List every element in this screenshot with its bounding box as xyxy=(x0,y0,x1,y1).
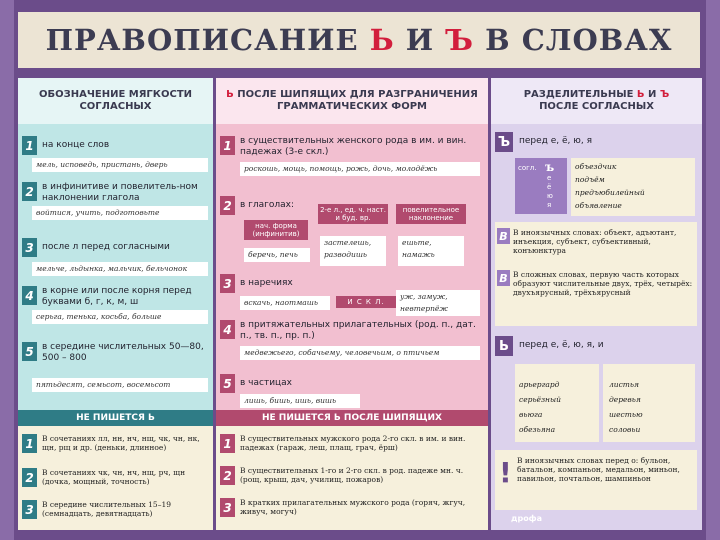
not-rule: В середине числительных 15–19 (семнадцать, девятнадцать) xyxy=(42,500,171,518)
verb-example: ешьте, намажь xyxy=(398,236,464,266)
column-soft-consonants xyxy=(18,78,213,530)
rule-num: 1 xyxy=(220,136,235,155)
hard-sign-diagram xyxy=(515,158,567,214)
left-stripe xyxy=(0,0,14,540)
verb-tag: 2-е л., ед. ч. наст. и буд. вр. xyxy=(318,204,388,224)
col3-header-soft: Ь xyxy=(636,89,645,100)
rule-example: пятьдесят, семьсот, восемьсот xyxy=(32,378,208,392)
rule-num: 5 xyxy=(220,374,235,393)
rule-num: 2 xyxy=(22,182,37,201)
col2-not-header: НЕ ПИШЕТСЯ Ь ПОСЛЕ ШИПЯЩИХ xyxy=(216,410,488,426)
verb-example: застелешь, разводишь xyxy=(320,236,386,266)
col3-header-text: РАЗДЕЛИТЕЛЬНЫЕ xyxy=(523,89,634,100)
soft-example: листья xyxy=(609,380,639,389)
rule-text: в притяжательных прилагательных (род. п., дат. п., тв. п., пр. п.) xyxy=(240,320,476,341)
rule-num: 1 xyxy=(22,136,37,155)
rule-text: в глаголах: xyxy=(240,200,295,210)
diagram-vowel: ё xyxy=(547,183,552,191)
rule-text: на конце слов xyxy=(42,140,110,150)
rule-num: 3 xyxy=(220,274,235,293)
not-rule: В сочетаниях чк, чн, нч, нщ, рч, щн (дочка, мощный, точность) xyxy=(42,468,186,486)
rule-text: в существительных женского рода в им. и вин. падежах (3-е скл.) xyxy=(240,136,467,157)
hard-note: В сложных словах, первую часть которых образуют числительные двух, трёх, четырёх: двухъярусный, трёхъярусный xyxy=(513,270,693,297)
soft-example: арьергард xyxy=(519,380,560,389)
soft-sign-rule: перед е, ё, ю, я, и xyxy=(519,340,604,350)
col2-header-text: ПОСЛЕ ШИПЯЩИХ ДЛЯ РАЗГРАНИЧЕНИЯ ГРАММАТИЧЕСКИХ ФОРМ xyxy=(237,89,478,112)
rule-example: войтися, учить, подготовьте xyxy=(32,206,208,220)
not-num: 3 xyxy=(220,498,235,517)
soft-example: деревья xyxy=(609,395,641,404)
rule-example: мельче, льдынка, мальчик, бельчонок xyxy=(32,262,208,276)
title-bar xyxy=(18,12,700,68)
rule-num: 4 xyxy=(220,320,235,339)
rule-text: после л перед согласными xyxy=(42,242,170,252)
not-num: 2 xyxy=(22,468,37,487)
hard-note: В иноязычных словах: объект, адъютант, инъекция, субъект, субъективный, конъюнктура xyxy=(513,228,677,255)
not-rule: В кратких прилагательных мужского рода (горяч, жгуч, живуч, могуч) xyxy=(240,498,466,516)
title-word-1: ПРАВОПИСАНИЕ xyxy=(45,23,359,57)
hard-example: подъём xyxy=(575,175,605,184)
exception-example: уж, замуж, невтерпёж xyxy=(396,290,480,316)
col3-header xyxy=(491,78,702,124)
note-badge: В xyxy=(497,270,510,286)
diagram-vowel: ю xyxy=(547,192,553,200)
soft-example: соловьи xyxy=(609,425,641,434)
rule-example: роскошь, мощь, помощь, рожь, дочь, молодёжь xyxy=(240,162,480,176)
col2-header-soft: Ь xyxy=(226,89,234,100)
rule-example: мель, исповедь, пристань, дверь xyxy=(32,158,208,172)
rule-text: в корне или после корня перед буквами б, г, к, м, ш xyxy=(42,286,192,307)
diagram-vowel: е xyxy=(547,174,552,182)
col3-header-text-2: ПОСЛЕ СОГЛАСНЫХ xyxy=(539,101,654,112)
soft-example: шестью xyxy=(609,410,643,419)
soft-example: вьюга xyxy=(519,410,543,419)
col1-header: ОБОЗНАЧЕНИЕ МЯГКОСТИ СОГЛАСНЫХ xyxy=(18,78,213,124)
diagram-consonant-label: согл. xyxy=(518,164,537,172)
diagram-vowel: я xyxy=(547,201,552,209)
rule-example: вскачь, наотмашь xyxy=(240,296,330,310)
rule-num: 5 xyxy=(22,342,37,361)
rule-example: медвежьего, собачьему, человечьим, о птичьем xyxy=(240,346,480,360)
not-rule: В существительных 1-го и 2-го скл. в род. падеже мн. ч. (рощ, крыш, дач, училищ, пожаров) xyxy=(240,466,464,484)
not-num: 1 xyxy=(220,434,235,453)
rule-num: 3 xyxy=(22,238,37,257)
not-num: 3 xyxy=(22,500,37,519)
title-hard-sign: Ъ xyxy=(445,23,475,57)
rule-text: в середине числительных 50—80, 500 – 800 xyxy=(42,342,204,363)
publisher-logo: дрофа xyxy=(511,514,543,523)
rule-text: в частицах xyxy=(240,378,293,388)
rule-example: серьга, тенька, косьба, больше xyxy=(32,310,208,324)
exclamation-icon: ! xyxy=(499,456,512,489)
right-stripe xyxy=(706,0,720,540)
title-soft-sign: Ь xyxy=(369,23,395,57)
column-sibilants xyxy=(216,78,488,530)
soft-example: серьёзный xyxy=(519,395,561,404)
title-and: И xyxy=(405,23,435,57)
diagram-sign: ъ xyxy=(545,160,555,174)
not-num: 2 xyxy=(220,466,235,485)
hard-sign-rule: перед е, ё, ю, я xyxy=(519,136,592,146)
note-badge: В xyxy=(497,228,510,244)
verb-example: беречь, печь xyxy=(244,248,310,262)
not-rule: В существительных мужского рода 2-го скл. в им. и вин. падежах (гараж, леш, плащ, грач, ёрш) xyxy=(240,434,466,452)
page-title xyxy=(18,12,700,68)
rule-num: 2 xyxy=(220,196,235,215)
col1-not-header: НЕ ПИШЕТСЯ Ь xyxy=(18,410,213,426)
verb-tag: повелительное наклонение xyxy=(396,204,466,224)
hard-example: объездчик xyxy=(575,162,617,171)
rule-text: в наречиях xyxy=(240,278,293,288)
verb-tag: нач. форма (инфинитив) xyxy=(244,220,308,240)
rule-num: 4 xyxy=(22,286,37,305)
not-rule: В сочетаниях лл, нн, нч, нщ, чк, чн, нк, щн, рщ и др. (деньки, длинное) xyxy=(42,434,200,452)
hard-example: объявление xyxy=(575,201,622,210)
exception-label: И С К Л. xyxy=(336,296,396,308)
rule-example: лишь, бишь, ишь, вишь xyxy=(240,394,360,408)
rule-text: в инфинитиве и повелитель-ном наклонении глагола xyxy=(42,182,198,203)
title-word-2: В СЛОВАХ xyxy=(485,23,673,57)
col3-header-and: И xyxy=(648,89,657,100)
col3-header-hard: Ъ xyxy=(659,89,670,100)
column-separating-signs xyxy=(491,78,702,530)
hard-example: предъюбилейный xyxy=(575,188,645,197)
soft-sign-badge: Ь xyxy=(495,336,513,356)
hard-sign-badge: Ъ xyxy=(495,132,513,152)
soft-example: обезьяна xyxy=(519,425,556,434)
soft-note: В иноязычных словах перед о: бульон, батальон, компаньон, медальон, миньон, павильон, почтальон, шампиньон xyxy=(517,456,680,483)
not-num: 1 xyxy=(22,434,37,453)
col2-header xyxy=(216,78,488,124)
